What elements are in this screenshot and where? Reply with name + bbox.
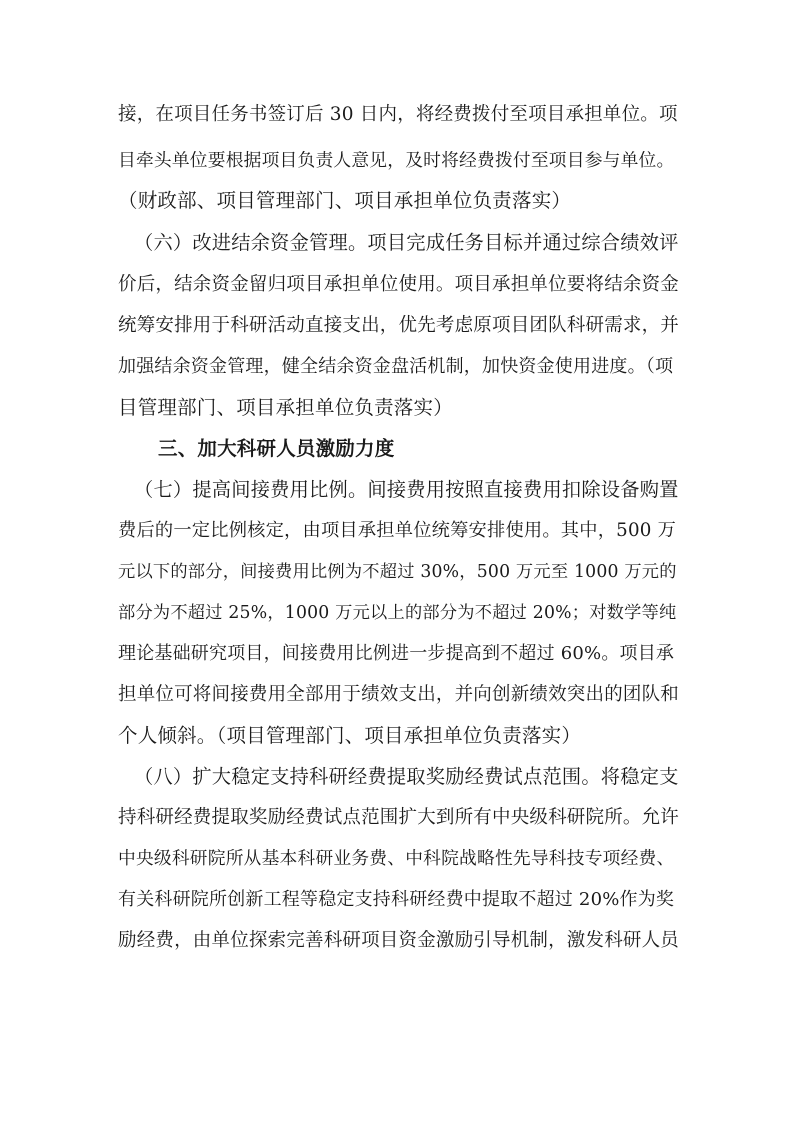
text-line: 统筹安排用于科研活动直接支出，优先考虑原项目团队科研需求，并	[118, 315, 680, 336]
text-line: （七）提高间接费用比例。间接费用按照直接费用扣除设备购置	[134, 478, 679, 501]
text-line: （财政部、项目管理部门、项目承担单位负责落实）	[118, 189, 572, 212]
text-line: 费后的一定比例核定，由项目承担单位统筹安排使用。其中，500 万	[118, 520, 677, 541]
text-line: 目管理部门、项目承担单位负责落实）	[118, 396, 453, 419]
text-line: （六）改进结余资金管理。项目完成任务目标并通过综合绩效评	[134, 231, 679, 254]
text-line: 目牵头单位要根据项目负责人意见，及时将经费拨付至项目参与单位。	[118, 151, 675, 171]
text-line: 理论基础研究项目，间接费用比例进一步提高到不超过 60%。项目承	[118, 643, 675, 664]
text-line: 元以下的部分，间接费用比例为不超过 30%，500 万元至 1000 万元的	[118, 562, 677, 582]
text-line: 担单位可将间接费用全部用于绩效支出，并向创新绩效突出的团队和	[118, 684, 680, 705]
text-line: （八）扩大稳定支持科研经费提取奖励经费试点范围。将稳定支	[134, 765, 679, 788]
text-line: 接，在项目任务书签订后 30 日内，将经费拨付至项目承担单位。项	[118, 104, 678, 125]
text-line: 持科研经费提取奖励经费试点范围扩大到所有中央级科研院所。允许	[118, 807, 680, 828]
text-line: 中央级科研院所从基本科研业务费、中科院战略性先导科技专项经费、	[118, 849, 675, 869]
text-line: 励经费，由单位探索完善科研项目资金激励引导机制，激发科研人员	[118, 930, 680, 951]
text-line: 价后，结余资金留归项目承担单位使用。项目承担单位要将结余资金	[118, 274, 680, 295]
section-heading: 三、加大科研人员激励力度	[158, 437, 395, 460]
text-line: 有关科研院所创新工程等稳定支持科研经费中提取不超过 20%作为奖	[118, 889, 675, 910]
text-line: 部分为不超过 25%，1000 万元以上的部分为不超过 20%；对数学等纯	[118, 603, 677, 623]
text-line: 加强结余资金管理，健全结余资金盘活机制，加快资金使用进度。（项	[118, 356, 674, 377]
text-line: 个人倾斜。（项目管理部门、项目承担单位负责落实）	[118, 724, 582, 747]
